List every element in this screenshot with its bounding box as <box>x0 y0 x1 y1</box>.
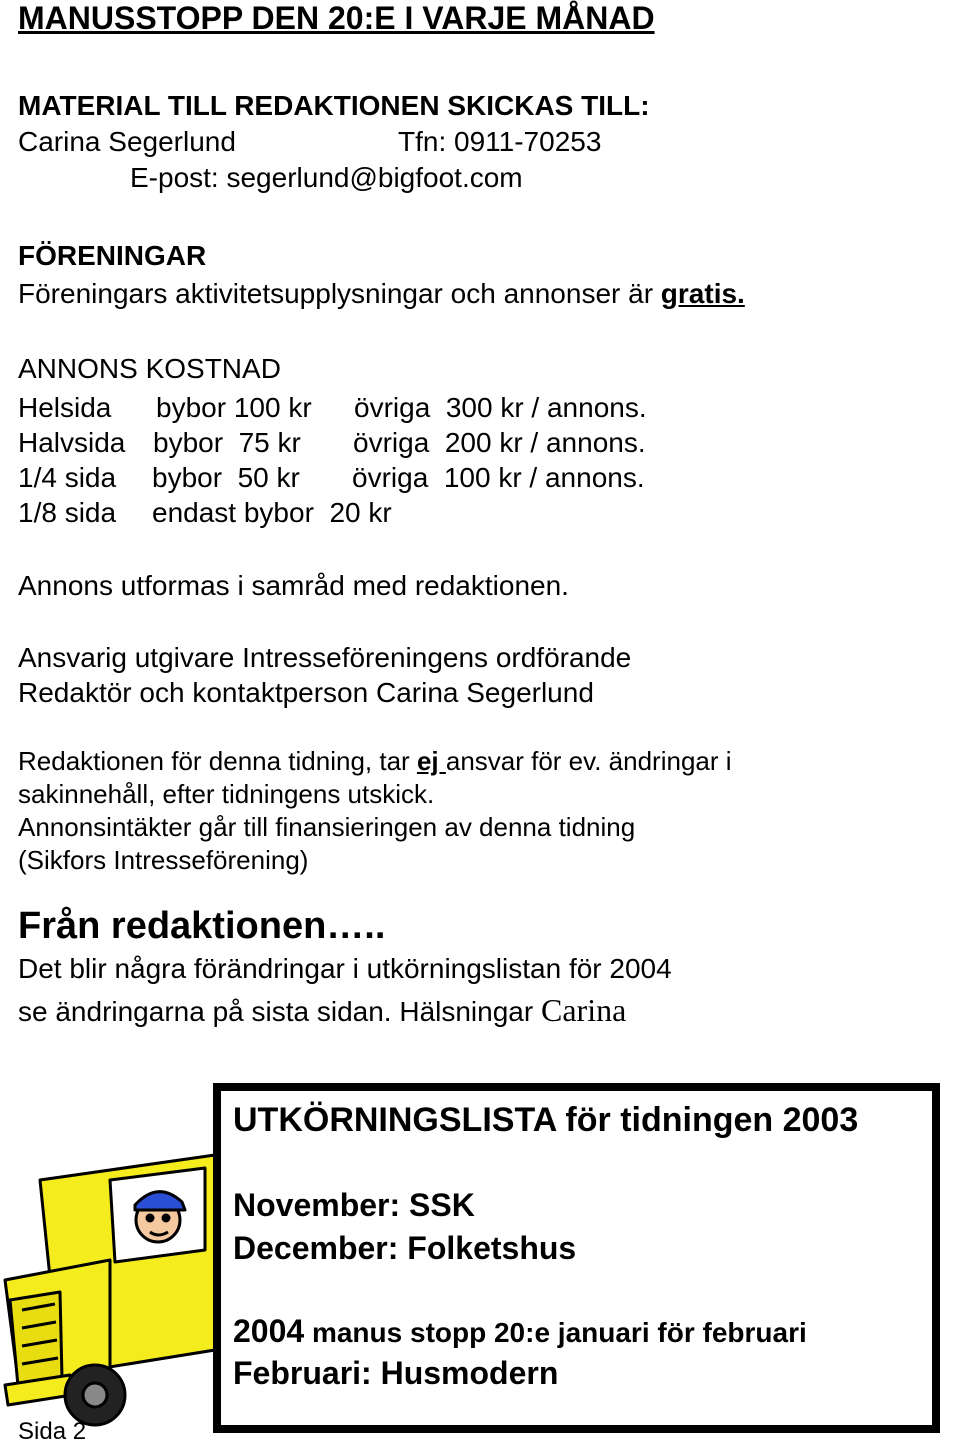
contact-email: E-post: segerlund@bigfoot.com <box>130 162 523 193</box>
delivery-2004 <box>233 1313 807 1350</box>
price-row-bybor: bybor 100 kr <box>156 392 312 423</box>
price-row-size: 1/4 sida <box>18 462 117 493</box>
delivery-december: December: Folketshus <box>233 1230 577 1266</box>
contact-name: Carina Segerlund <box>18 126 236 157</box>
page-number: Sida 2 <box>18 1418 87 1445</box>
price-row-bybor: endast bybor 20 kr <box>152 497 392 528</box>
free-label: gratis. <box>660 278 745 309</box>
disclaimer-line <box>18 746 732 777</box>
price-row-size: Halvsida <box>18 427 126 458</box>
delivery-box <box>213 1083 940 1433</box>
page-title: MANUSSTOPP DEN 20:E I VARJE MÅNAD <box>18 0 655 36</box>
from-editor-heading: Från redaktionen….. <box>18 905 386 947</box>
editor-contact: Redaktör och kontaktperson Carina Segerlund <box>18 677 594 708</box>
signature: Carina <box>540 992 627 1028</box>
truck-bumper <box>5 1375 72 1405</box>
price-row-size: Helsida <box>18 392 112 423</box>
foreningar-heading: FÖRENINGAR <box>18 240 207 271</box>
from-editor-line2 <box>18 992 626 1029</box>
foreningar-text <box>18 278 745 310</box>
annons-note: Annons utformas i samråd med redaktionen. <box>18 570 569 601</box>
price-row-bybor: bybor 50 kr <box>152 462 300 493</box>
annons-heading-text: ANNONS KOSTNAD <box>18 353 281 384</box>
responsible-publisher: Ansvarig utgivare Intresseföreningens ordförande <box>18 642 632 673</box>
delivery-february: Februari: Husmodern <box>233 1355 559 1391</box>
price-row-bybor: bybor 75 kr <box>153 427 301 458</box>
disclaimer-line3: Annonsintäkter går till finansieringen av denna tidning <box>18 812 636 842</box>
contact-phone: Tfn: 0911-70253 <box>398 126 602 157</box>
delivery-november: November: SSK <box>233 1187 475 1223</box>
from-editor-line1: Det blir några förändringar i utkörningslistan för 2004 <box>18 953 672 984</box>
material-heading: MATERIAL TILL REDAKTIONEN SKICKAS TILL: <box>18 90 650 121</box>
price-row-ovriga: övriga 300 kr / annons. <box>354 392 647 423</box>
price-row-ovriga: övriga 200 kr / annons. <box>353 427 646 458</box>
delivery-title: UTKÖRNINGSLISTA för tidningen 2003 <box>233 1101 859 1139</box>
delivery-stop: manus stopp 20:e januari för februari <box>304 1317 807 1348</box>
annons-heading <box>18 353 281 385</box>
price-row-size: 1/8 sida <box>18 497 117 528</box>
from-editor-line2-text: se ändringarna på sista sidan. Hälsningar <box>18 996 541 1027</box>
foreningar-text-body: Föreningars aktivitetsupplysningar och annonser är <box>18 278 661 309</box>
price-row-ovriga: övriga 100 kr / annons. <box>352 462 645 493</box>
disclaimer-line4: (Sikfors Intresseförening) <box>18 845 309 875</box>
delivery-year: 2004 <box>233 1313 305 1349</box>
disclaimer-line2: sakinnehåll, efter tidningens utskick. <box>18 779 435 809</box>
disclaimer-part2: ansvar för ev. ändringar i <box>445 746 732 776</box>
disclaimer-part1: Redaktionen för denna tidning, tar <box>18 746 417 776</box>
disclaimer-ej: ej <box>416 746 446 776</box>
